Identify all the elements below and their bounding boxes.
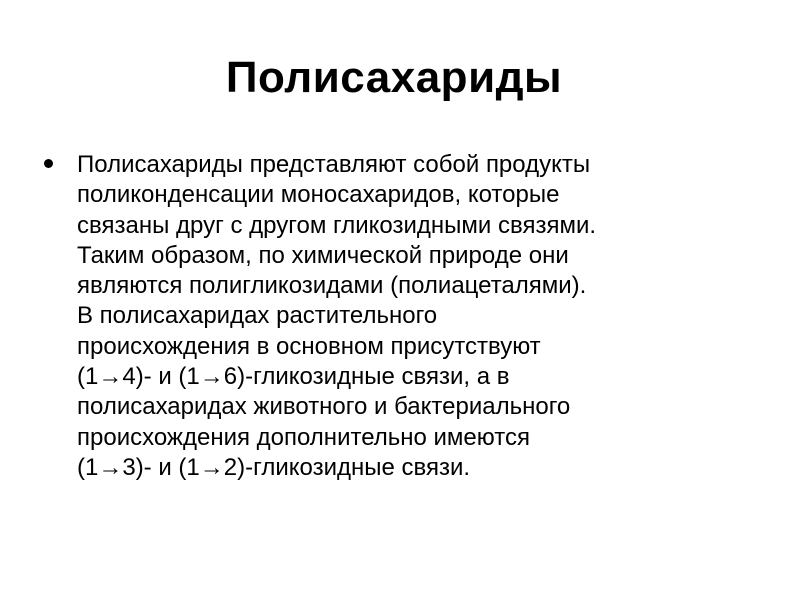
text-line-6: В полисахаридах растительного [77, 302, 438, 330]
text-line-2: поликонденсации моносахаридов, которые [77, 181, 560, 209]
text-line-8: (1→4)- и (1→6)-гликозидные связи, а в [77, 363, 510, 391]
text-line-7: происхождения в основном присутствуют [77, 332, 541, 360]
text-line-10: происхождения дополнительно имеются [77, 423, 530, 451]
text-line-3: связаны друг с другом гликозидными связями. [77, 211, 597, 239]
text-line-11: (1→3)- и (1→2)-гликозидные связи. [77, 453, 471, 481]
bullet-list [44, 150, 764, 483]
text-line-9: полисахаридах животного и бактериального [77, 393, 571, 421]
bullet-dot-icon [44, 159, 53, 168]
text-line-5: являются полигликозидами (полиацеталями). [77, 272, 587, 300]
slide-title: Полисахариды [225, 53, 563, 102]
bullet-item [44, 150, 764, 483]
text-line-1: Полисахариды представляют собой продукты [77, 151, 591, 178]
text-line-4: Таким образом, по химической природе они [77, 241, 569, 269]
